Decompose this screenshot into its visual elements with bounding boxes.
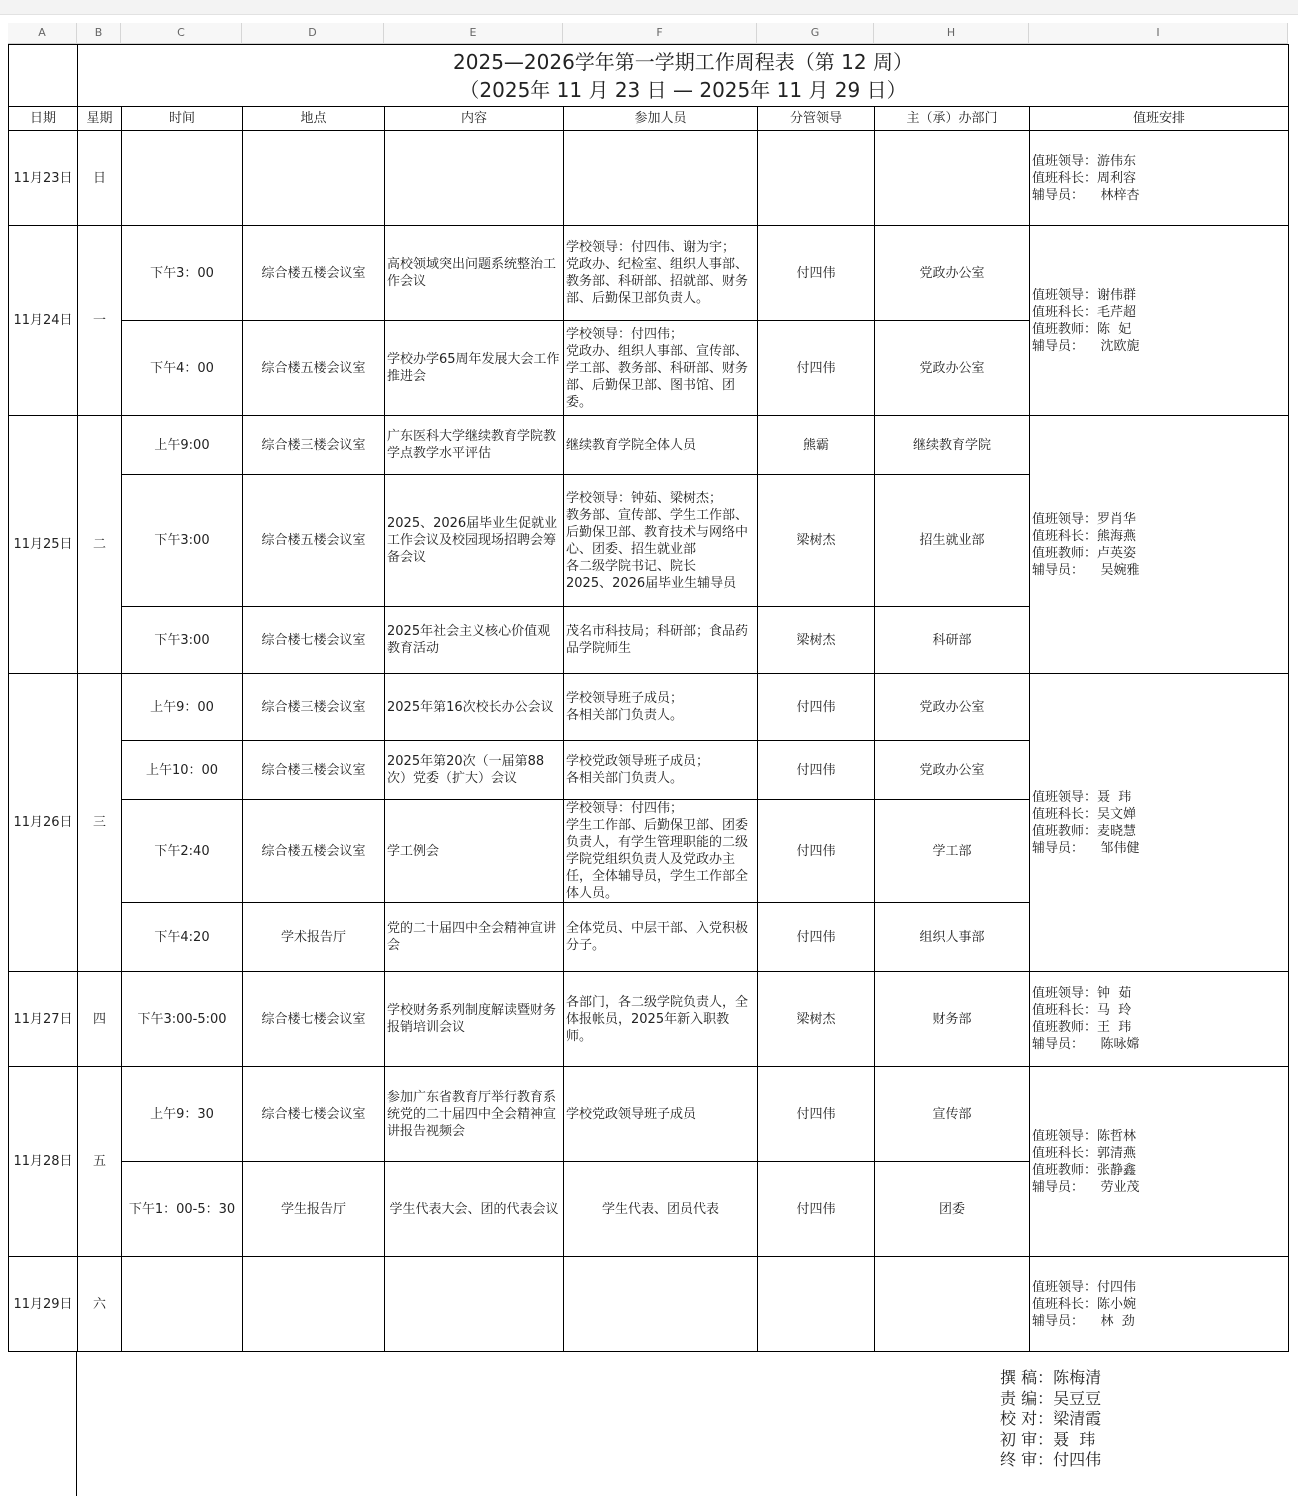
table-row [9,1257,1289,1352]
weekday-cell[interactable]: 日 [78,131,122,226]
duty-line: 值班教师：卢英姿 [1032,545,1137,561]
leader-cell[interactable]: 付四伟 [758,674,875,741]
duty-line: 值班领导：聂 玮 [1032,789,1132,805]
time-cell[interactable]: 下午2:40 [122,800,243,903]
participants-cell[interactable]: 学校领导：钟茹、梁树杰； 教务部、宣传部、学生工作部、后勤保卫部、教育技术与网络中心、团委、招生就业部 各二级学院书记、院长 2025、2026届毕业生辅导员 [564,475,758,607]
leader-cell[interactable]: 付四伟 [758,1162,875,1257]
date-cell[interactable]: 11月23日 [9,131,78,226]
place-cell[interactable]: 综合楼七楼会议室 [243,972,385,1067]
time-cell[interactable] [122,1257,243,1352]
time-cell[interactable]: 下午3:00 [122,475,243,607]
column-header-a[interactable] [8,23,77,44]
weekday-cell[interactable]: 四 [78,972,122,1067]
credits-block [1000,1368,1101,1471]
leader-cell[interactable]: 付四伟 [758,800,875,903]
leader-cell[interactable]: 付四伟 [758,226,875,321]
header-dept[interactable]: 主（承）办部门 [875,107,1030,131]
dept-cell[interactable]: 党政办公室 [875,674,1030,741]
credit-line: 终 审：付四伟 [1000,1450,1102,1469]
content-cell[interactable]: 学校办学65周年发展大会工作推进会 [385,321,564,416]
date-cell[interactable]: 11月25日 [9,416,78,674]
date-cell[interactable]: 11月24日 [9,226,78,416]
title-spacer-cell[interactable] [9,45,78,107]
duty-line: 值班科长：吴文婵 [1032,806,1137,822]
place-cell[interactable]: 综合楼五楼会议室 [243,321,385,416]
column-letter: E [469,26,477,39]
weekday-cell[interactable]: 二 [78,416,122,674]
place-cell[interactable]: 综合楼三楼会议室 [243,741,385,800]
column-header-h[interactable] [874,23,1029,44]
leader-cell[interactable]: 付四伟 [758,1067,875,1162]
content-cell[interactable]: 2025年第20次（一届第88次）党委（扩大）会议 [385,741,564,800]
duty-line: 值班科长：郭清燕 [1032,1145,1137,1161]
dept-cell[interactable]: 招生就业部 [875,475,1030,607]
header-row [9,107,1289,131]
column-header-i[interactable] [1029,23,1288,44]
dept-cell[interactable] [875,1257,1030,1352]
credit-line: 责 编：吴豆豆 [1000,1388,1102,1408]
participants-cell[interactable]: 继续教育学院全体人员 [564,416,758,475]
participants-cell[interactable]: 全体党员、中层干部、入党积极分子。 [564,903,758,972]
place-cell[interactable]: 综合楼五楼会议室 [243,226,385,321]
duty-line: 值班领导：钟 茹 [1032,986,1132,1001]
table-row [9,416,1289,475]
duty-line: 辅导员： 林梓杏 [1032,187,1140,203]
table-row [9,131,1289,226]
time-cell[interactable]: 上午9：30 [122,1067,243,1162]
schedule-table [8,44,1289,1352]
duty-cell[interactable] [1030,972,1289,1067]
weekday-cell[interactable]: 六 [78,1257,122,1352]
place-cell[interactable] [243,131,385,226]
leader-cell[interactable]: 付四伟 [758,741,875,800]
participants-cell[interactable]: 各部门，各二级学院负责人，全体报帐员，2025年新入职教师。 [564,972,758,1067]
duty-line: 辅导员： 陈咏嫦 [1032,1037,1140,1052]
table-row [9,1067,1289,1162]
column-header-c[interactable] [121,23,242,44]
participants-cell[interactable]: 学校领导班子成员； 各相关部门负责人。 [564,674,758,741]
content-cell[interactable]: 2025年社会主义核心价值观教育活动 [385,607,564,674]
duty-line: 辅导员： 劳业茂 [1032,1179,1140,1195]
credit-line: 撰 稿：陈梅清 [1000,1368,1102,1387]
participants-cell[interactable]: 学生代表、团员代表 [564,1162,758,1257]
participants-cell[interactable]: 茂名市科技局；科研部；食品药品学院师生 [564,607,758,674]
time-cell[interactable]: 上午10：00 [122,741,243,800]
title-row [9,45,1289,107]
weekday-cell[interactable]: 一 [78,226,122,416]
dept-cell[interactable]: 党政办公室 [875,321,1030,416]
date-cell[interactable]: 11月29日 [9,1257,78,1352]
header-participants[interactable]: 参加人员 [564,107,758,131]
participants-cell[interactable]: 学校领导：付四伟、谢为宇； 党政办、纪检室、组织人事部、教务部、科研部、招就部、财务部、后勤保卫部负责人。 [564,226,758,321]
time-cell[interactable]: 下午3：00 [122,226,243,321]
content-cell[interactable]: 学工例会 [385,800,564,903]
column-header-g[interactable] [757,23,874,44]
leader-cell[interactable]: 付四伟 [758,321,875,416]
dept-cell[interactable] [875,131,1030,226]
place-cell[interactable] [243,1257,385,1352]
time-cell[interactable]: 上午9:00 [122,416,243,475]
place-cell[interactable]: 学术报告厅 [243,903,385,972]
duty-line: 值班科长：周利容 [1032,170,1137,186]
time-cell[interactable]: 下午1：00-5：30 [122,1162,243,1257]
duty-line: 值班科长：毛芹超 [1032,304,1137,320]
participants-cell[interactable]: 学校党政领导班子成员； 各相关部门负责人。 [564,741,758,800]
schedule-title: 2025—2026学年第一学期工作周程表（第 12 周） [453,49,913,74]
content-cell[interactable]: 广东医科大学继续教育学院教学点教学水平评估 [385,416,564,475]
content-cell[interactable]: 学校财务系列制度解读暨财务报销培训会议 [385,972,564,1067]
leader-cell[interactable] [758,1257,875,1352]
duty-line: 值班教师：王 玮 [1032,1020,1132,1035]
content-cell[interactable]: 高校领域突出问题系统整治工作会议 [385,226,564,321]
column-letter: C [177,26,185,39]
duty-cell[interactable] [1030,131,1289,226]
leader-cell[interactable]: 梁树杰 [758,972,875,1067]
duty-line: 值班领导：陈哲林 [1032,1128,1137,1144]
leader-cell[interactable]: 梁树杰 [758,607,875,674]
header-content[interactable]: 内容 [385,107,564,131]
column-header-e[interactable] [384,23,563,44]
duty-line: 值班教师：陈 妃 [1032,321,1132,337]
footer-area [76,1352,77,1496]
dept-cell[interactable]: 党政办公室 [875,741,1030,800]
place-cell[interactable]: 综合楼七楼会议室 [243,1067,385,1162]
date-cell[interactable]: 11月26日 [9,674,78,972]
credit-line: 校 对：梁清霞 [1000,1409,1102,1428]
table-row [9,972,1289,1067]
duty-line: 辅导员： 吴婉雅 [1032,562,1140,578]
content-cell[interactable]: 学生代表大会、团的代表会议 [385,1162,564,1257]
time-cell[interactable]: 下午4:20 [122,903,243,972]
table-row [9,226,1289,321]
date-cell[interactable]: 11月28日 [9,1067,78,1257]
leader-cell[interactable] [758,131,875,226]
header-leader[interactable]: 分管领导 [758,107,875,131]
header-date[interactable]: 日期 [9,107,78,131]
content-cell[interactable]: 参加广东省教育厅举行教育系统党的二十届四中全会精神宣讲报告视频会 [385,1067,564,1162]
dept-cell[interactable]: 科研部 [875,607,1030,674]
time-cell[interactable] [122,131,243,226]
duty-line: 值班领导：付四伟 [1032,1279,1137,1295]
content-cell[interactable] [385,1257,564,1352]
header-time[interactable]: 时间 [122,107,243,131]
header-weekday[interactable]: 星期 [78,107,122,131]
participants-cell[interactable]: 学校领导：付四伟； 党政办、组织人事部、宣传部、学工部、教务部、科研部、财务部、后勤保卫部、图书馆、团委。 [564,321,758,416]
column-letter: I [1156,26,1160,39]
duty-line: 值班领导：游伟东 [1032,153,1137,169]
dept-cell[interactable]: 继续教育学院 [875,416,1030,475]
leader-cell[interactable]: 付四伟 [758,903,875,972]
participants-cell[interactable]: 学校领导：付四伟； 学生工作部、后勤保卫部、团委负责人，有学生管理职能的二级学院党组织负责人及党政办主任，全体辅导员，学生工作部全体人员。 [564,800,758,903]
duty-line: 辅导员： 林 劲 [1032,1313,1135,1329]
column-header-b[interactable] [77,23,121,44]
schedule-date-range: （2025年 11 月 23 日 — 2025年 11 月 29 日） [459,77,907,102]
time-cell[interactable]: 下午3:00 [122,607,243,674]
content-cell[interactable] [385,131,564,226]
time-cell[interactable]: 下午4：00 [122,321,243,416]
time-cell[interactable]: 上午9：00 [122,674,243,741]
toolbar-strip [0,0,1298,15]
place-cell[interactable]: 学生报告厅 [243,1162,385,1257]
date-cell[interactable]: 11月27日 [9,972,78,1067]
duty-line: 辅导员： 邹伟健 [1032,840,1140,856]
column-letter: G [810,26,820,39]
content-cell[interactable]: 2025年第16次校长办公会议 [385,674,564,741]
weekday-cell[interactable]: 三 [78,674,122,972]
duty-cell[interactable] [1030,1067,1289,1257]
column-letter: A [38,26,46,39]
column-letter: B [94,26,103,39]
column-letter: H [946,26,956,39]
place-cell[interactable]: 综合楼五楼会议室 [243,800,385,903]
column-header-d[interactable] [242,23,384,44]
place-cell[interactable]: 综合楼七楼会议室 [243,607,385,674]
duty-line: 辅导员： 沈欧旎 [1032,338,1140,354]
duty-cell[interactable] [1030,674,1289,972]
dept-cell[interactable]: 党政办公室 [875,226,1030,321]
credit-line: 初 审：聂 玮 [1000,1429,1096,1449]
participants-cell[interactable] [564,1257,758,1352]
header-place[interactable]: 地点 [243,107,385,131]
dept-cell[interactable]: 财务部 [875,972,1030,1067]
header-duty[interactable]: 值班安排 [1030,107,1289,131]
leader-cell[interactable]: 梁树杰 [758,475,875,607]
column-header-f[interactable] [563,23,757,44]
duty-line: 值班科长：马 玲 [1032,1003,1132,1018]
duty-line: 值班教师：张静鑫 [1032,1162,1137,1178]
participants-cell[interactable]: 学校党政领导班子成员 [564,1067,758,1162]
duty-line: 值班领导：罗肖华 [1032,511,1137,527]
title-cell[interactable] [78,45,1289,107]
duty-cell[interactable] [1030,226,1289,416]
duty-cell[interactable] [1030,1257,1289,1352]
weekday-cell[interactable]: 五 [78,1067,122,1257]
participants-cell[interactable] [564,131,758,226]
dept-cell[interactable]: 团委 [875,1162,1030,1257]
place-cell[interactable]: 综合楼三楼会议室 [243,674,385,741]
table-row [9,674,1289,741]
column-letter: F [656,26,663,39]
place-cell[interactable]: 综合楼三楼会议室 [243,416,385,475]
duty-cell[interactable] [1030,416,1289,674]
duty-line: 值班领导：谢伟群 [1032,287,1137,303]
column-letter: D [308,26,317,39]
duty-line: 值班教师：麦晓慧 [1032,823,1137,839]
duty-line: 值班科长：陈小婉 [1032,1296,1137,1312]
place-cell[interactable]: 综合楼五楼会议室 [243,475,385,607]
dept-cell[interactable]: 学工部 [875,800,1030,903]
time-cell[interactable]: 下午3:00-5:00 [122,972,243,1067]
content-cell[interactable]: 党的二十届四中全会精神宣讲会 [385,903,564,972]
dept-cell[interactable]: 组织人事部 [875,903,1030,972]
duty-line: 值班科长：熊海燕 [1032,528,1137,544]
dept-cell[interactable]: 宣传部 [875,1067,1030,1162]
leader-cell[interactable]: 熊霸 [758,416,875,475]
content-cell[interactable]: 2025、2026届毕业生促就业工作会议及校园现场招聘会筹备会议 [385,475,564,607]
